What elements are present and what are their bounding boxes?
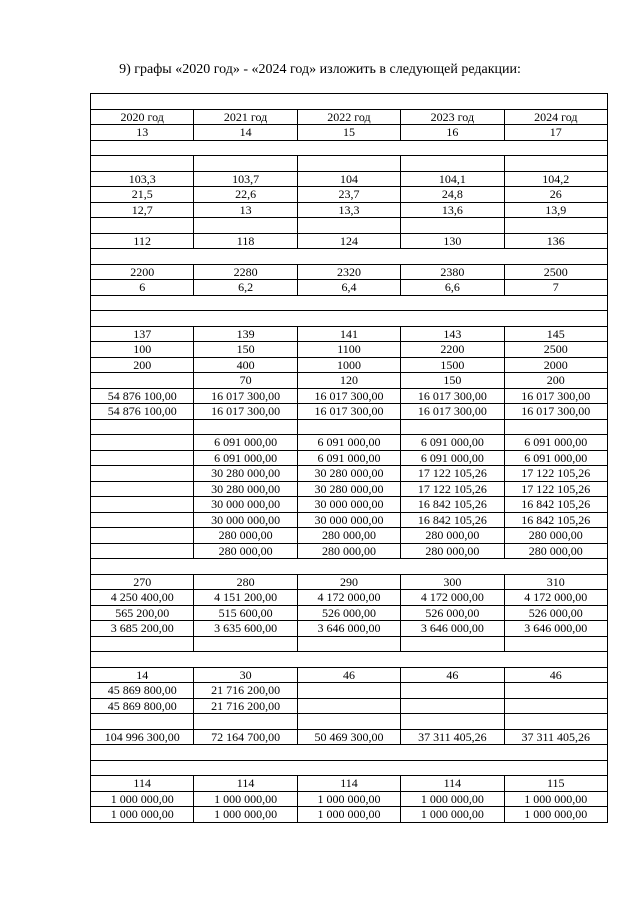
- table-row: [91, 156, 608, 172]
- table-cell: 104,1: [401, 171, 504, 187]
- table-cell: 2021 год: [194, 109, 297, 125]
- table-row: [91, 202, 608, 218]
- table-cell: 22,6: [194, 187, 297, 203]
- table-cell: [91, 419, 194, 435]
- table-row: [91, 125, 608, 141]
- table-cell: 114: [297, 776, 400, 792]
- table-cell: 1 000 000,00: [194, 807, 297, 823]
- table-row: [91, 388, 608, 404]
- table-cell: 37 311 405,26: [504, 729, 607, 745]
- table-cell: 17 122 105,26: [401, 466, 504, 482]
- table-row: [91, 450, 608, 466]
- table-cell: 137: [91, 326, 194, 342]
- table-cell: 100: [91, 342, 194, 358]
- table-row: [91, 140, 608, 156]
- table-cell: 2380: [401, 264, 504, 280]
- table-cell: 12,7: [91, 202, 194, 218]
- table-cell: 3 685 200,00: [91, 621, 194, 637]
- table-cell-merged: [91, 745, 608, 761]
- table-cell: 150: [401, 373, 504, 389]
- table-cell: 54 876 100,00: [91, 404, 194, 420]
- table-cell: [91, 156, 194, 172]
- table-cell: 6 091 000,00: [401, 435, 504, 451]
- table-cell: 30 280 000,00: [297, 466, 400, 482]
- table-cell: [91, 636, 194, 652]
- table-row: [91, 357, 608, 373]
- table-cell: 16 017 300,00: [194, 388, 297, 404]
- table-cell: 3 635 600,00: [194, 621, 297, 637]
- table-cell: 515 600,00: [194, 605, 297, 621]
- table-cell: [91, 373, 194, 389]
- table-cell: [194, 218, 297, 234]
- table-cell: 17: [504, 125, 607, 141]
- table-cell: 6 091 000,00: [194, 435, 297, 451]
- table-row: [91, 776, 608, 792]
- table-cell: [504, 156, 607, 172]
- table-cell: 70: [194, 373, 297, 389]
- table-cell: 13,9: [504, 202, 607, 218]
- table-row: [91, 419, 608, 435]
- table-cell: 23,7: [297, 187, 400, 203]
- table-cell: 4 250 400,00: [91, 590, 194, 606]
- table-cell: 2020 год: [91, 109, 194, 125]
- table-cell: 280 000,00: [297, 543, 400, 559]
- table-row: [91, 435, 608, 451]
- table-row: [91, 481, 608, 497]
- table-cell: 200: [504, 373, 607, 389]
- table-cell: 1 000 000,00: [91, 807, 194, 823]
- table-cell: [194, 156, 297, 172]
- table-row: [91, 636, 608, 652]
- table-cell: 13,3: [297, 202, 400, 218]
- table-row: [91, 109, 608, 125]
- table-cell: [297, 683, 400, 699]
- table-row: [91, 404, 608, 420]
- table-cell: [401, 156, 504, 172]
- page-heading: 9) графы «2020 год» - «2024 год» изложить в следующей редакции:: [119, 62, 521, 77]
- table-cell: 150: [194, 342, 297, 358]
- table-cell: 16 842 105,26: [401, 497, 504, 513]
- table-cell: 130: [401, 233, 504, 249]
- table-row: [91, 171, 608, 187]
- table-cell: [91, 481, 194, 497]
- table-cell: 526 000,00: [504, 605, 607, 621]
- table-cell: 6,2: [194, 280, 297, 296]
- table-cell: 15: [297, 125, 400, 141]
- table-cell: 120: [297, 373, 400, 389]
- table-row: [91, 791, 608, 807]
- table-cell: 136: [504, 233, 607, 249]
- table-cell-merged: [91, 559, 608, 575]
- table-cell: 114: [194, 776, 297, 792]
- table-cell: 2500: [504, 264, 607, 280]
- table-cell: 280 000,00: [401, 528, 504, 544]
- table-cell: 2023 год: [401, 109, 504, 125]
- table-row: [91, 714, 608, 730]
- table-cell: 13,6: [401, 202, 504, 218]
- table-cell: 17 122 105,26: [504, 466, 607, 482]
- table-cell: 141: [297, 326, 400, 342]
- table-cell: [504, 698, 607, 714]
- table-cell: 45 869 800,00: [91, 683, 194, 699]
- table-cell: 45 869 800,00: [91, 698, 194, 714]
- table-cell: 13: [91, 125, 194, 141]
- table-cell: 16 017 300,00: [504, 388, 607, 404]
- table-row: [91, 807, 608, 823]
- table-cell: 54 876 100,00: [91, 388, 194, 404]
- table-cell: 118: [194, 233, 297, 249]
- table-cell: 14: [91, 667, 194, 683]
- table-cell: 21 716 200,00: [194, 683, 297, 699]
- table-row: [91, 264, 608, 280]
- table-cell: [91, 528, 194, 544]
- table-cell: 290: [297, 574, 400, 590]
- table-cell: 26: [504, 187, 607, 203]
- table-cell: 24,8: [401, 187, 504, 203]
- table-cell: [401, 714, 504, 730]
- table-cell: 103,3: [91, 171, 194, 187]
- table-cell: [297, 218, 400, 234]
- table-cell: 16: [401, 125, 504, 141]
- table-row: [91, 187, 608, 203]
- table-cell: 1 000 000,00: [297, 791, 400, 807]
- table-cell: [504, 683, 607, 699]
- table-row: [91, 729, 608, 745]
- table-cell: 280 000,00: [504, 528, 607, 544]
- table-cell: [401, 419, 504, 435]
- table-cell: 4 151 200,00: [194, 590, 297, 606]
- table-cell: 46: [401, 667, 504, 683]
- table-cell: [401, 698, 504, 714]
- table-cell: [504, 636, 607, 652]
- table-row: [91, 559, 608, 575]
- table-cell: 17 122 105,26: [504, 481, 607, 497]
- table-cell: 3 646 000,00: [297, 621, 400, 637]
- table-cell: 2024 год: [504, 109, 607, 125]
- table-cell: 280 000,00: [194, 543, 297, 559]
- table-row: [91, 745, 608, 761]
- table-row: [91, 466, 608, 482]
- table-row: [91, 543, 608, 559]
- table-row: [91, 311, 608, 327]
- table-cell: 1 000 000,00: [504, 807, 607, 823]
- table-cell: 526 000,00: [297, 605, 400, 621]
- table-cell: [91, 512, 194, 528]
- table-cell: [91, 218, 194, 234]
- table-cell: 72 164 700,00: [194, 729, 297, 745]
- table-row: [91, 497, 608, 513]
- table-cell: 400: [194, 357, 297, 373]
- table-row: [91, 94, 608, 110]
- table-cell: 7: [504, 280, 607, 296]
- table-cell: 1 000 000,00: [504, 791, 607, 807]
- table-cell: 4 172 000,00: [297, 590, 400, 606]
- table-cell: [297, 698, 400, 714]
- table-row: [91, 528, 608, 544]
- table-cell: 280 000,00: [401, 543, 504, 559]
- table-cell: [91, 714, 194, 730]
- table-cell: 30 000 000,00: [194, 497, 297, 513]
- table-cell: 16 842 105,26: [401, 512, 504, 528]
- table-cell: [194, 636, 297, 652]
- table-cell: 6 091 000,00: [194, 450, 297, 466]
- table-cell: 6 091 000,00: [504, 435, 607, 451]
- table-cell: 114: [401, 776, 504, 792]
- table-cell: 1100: [297, 342, 400, 358]
- table-row: [91, 280, 608, 296]
- table-cell: 1 000 000,00: [194, 791, 297, 807]
- table-cell: 16 017 300,00: [504, 404, 607, 420]
- table-cell: [504, 218, 607, 234]
- table-row: [91, 373, 608, 389]
- table-cell: [91, 450, 194, 466]
- table-cell: 270: [91, 574, 194, 590]
- table-cell-merged: [91, 652, 608, 668]
- table-cell: 526 000,00: [401, 605, 504, 621]
- table-cell: 30 280 000,00: [297, 481, 400, 497]
- table-row: [91, 605, 608, 621]
- table-cell: 104 996 300,00: [91, 729, 194, 745]
- table-row: [91, 621, 608, 637]
- table-row: [91, 683, 608, 699]
- table-cell: 30 000 000,00: [297, 497, 400, 513]
- table-cell: 2200: [91, 264, 194, 280]
- table-cell: 3 646 000,00: [401, 621, 504, 637]
- table-cell: 37 311 405,26: [401, 729, 504, 745]
- table-cell: 6 091 000,00: [504, 450, 607, 466]
- table-cell: 280 000,00: [504, 543, 607, 559]
- table-cell: 16 017 300,00: [401, 404, 504, 420]
- table-cell: 280: [194, 574, 297, 590]
- table-cell: 6 091 000,00: [401, 450, 504, 466]
- table-cell: 16 017 300,00: [297, 404, 400, 420]
- table-row: [91, 295, 608, 311]
- table-cell-merged: [91, 94, 608, 110]
- table-cell: 46: [297, 667, 400, 683]
- table-cell: [401, 636, 504, 652]
- table-row: [91, 326, 608, 342]
- table-cell: 1 000 000,00: [401, 807, 504, 823]
- table-cell: [194, 419, 297, 435]
- table-cell: [91, 466, 194, 482]
- table-cell: 6 091 000,00: [297, 435, 400, 451]
- table-cell: 6,4: [297, 280, 400, 296]
- table-cell: 6,6: [401, 280, 504, 296]
- table-cell: 17 122 105,26: [401, 481, 504, 497]
- table-cell: [401, 683, 504, 699]
- table-cell: 16 017 300,00: [401, 388, 504, 404]
- table-row: [91, 512, 608, 528]
- table-cell: 2500: [504, 342, 607, 358]
- table-row: [91, 698, 608, 714]
- table-cell: 104,2: [504, 171, 607, 187]
- table-cell: 1000: [297, 357, 400, 373]
- table-cell-merged: [91, 140, 608, 156]
- table-cell: 4 172 000,00: [504, 590, 607, 606]
- table-cell: [401, 218, 504, 234]
- table-cell: 124: [297, 233, 400, 249]
- table-cell: 112: [91, 233, 194, 249]
- table-cell: 114: [91, 776, 194, 792]
- table-cell: 139: [194, 326, 297, 342]
- table-cell: 565 200,00: [91, 605, 194, 621]
- table-cell: [297, 419, 400, 435]
- table-row: [91, 233, 608, 249]
- table-cell-merged: [91, 760, 608, 776]
- table-cell: 2000: [504, 357, 607, 373]
- table-cell: [297, 714, 400, 730]
- table-cell: 46: [504, 667, 607, 683]
- table-cell: 6: [91, 280, 194, 296]
- table-cell: 4 172 000,00: [401, 590, 504, 606]
- table-cell: [194, 714, 297, 730]
- table-cell: 16 842 105,26: [504, 497, 607, 513]
- table-cell: 280 000,00: [297, 528, 400, 544]
- table-row: [91, 218, 608, 234]
- table-cell: 16 017 300,00: [194, 404, 297, 420]
- table-cell: 103,7: [194, 171, 297, 187]
- table-cell: 1 000 000,00: [297, 807, 400, 823]
- table-cell-merged: [91, 249, 608, 265]
- table-row: [91, 652, 608, 668]
- table-cell: 30 000 000,00: [194, 512, 297, 528]
- table-row: [91, 342, 608, 358]
- table-cell: 2320: [297, 264, 400, 280]
- table-row: [91, 574, 608, 590]
- table-cell: 3 646 000,00: [504, 621, 607, 637]
- table-cell: 16 017 300,00: [297, 388, 400, 404]
- table-cell: 21,5: [91, 187, 194, 203]
- table-cell: [297, 156, 400, 172]
- table-cell: 6 091 000,00: [297, 450, 400, 466]
- table-cell: 30: [194, 667, 297, 683]
- table-cell: 16 842 105,26: [504, 512, 607, 528]
- data-table-body: [91, 94, 608, 823]
- table-cell: 200: [91, 357, 194, 373]
- table-cell: 104: [297, 171, 400, 187]
- table-cell: 1 000 000,00: [401, 791, 504, 807]
- table-cell: 13: [194, 202, 297, 218]
- table-cell: 145: [504, 326, 607, 342]
- table-cell: 310: [504, 574, 607, 590]
- table-cell: [91, 435, 194, 451]
- table-cell: 30 280 000,00: [194, 481, 297, 497]
- data-table: [90, 93, 608, 823]
- table-cell: 1500: [401, 357, 504, 373]
- table-cell: 2022 год: [297, 109, 400, 125]
- table-cell-merged: [91, 311, 608, 327]
- table-cell: [297, 636, 400, 652]
- table-cell: 30 280 000,00: [194, 466, 297, 482]
- table-cell: 2280: [194, 264, 297, 280]
- table-cell: 115: [504, 776, 607, 792]
- table-row: [91, 667, 608, 683]
- table-cell-merged: [91, 295, 608, 311]
- table-cell: 50 469 300,00: [297, 729, 400, 745]
- table-cell: 14: [194, 125, 297, 141]
- table-cell: 2200: [401, 342, 504, 358]
- table-cell: 21 716 200,00: [194, 698, 297, 714]
- table-cell: 280 000,00: [194, 528, 297, 544]
- table-cell: [91, 497, 194, 513]
- table-row: [91, 590, 608, 606]
- table-cell: 143: [401, 326, 504, 342]
- table-cell: [91, 543, 194, 559]
- table-row: [91, 760, 608, 776]
- table-cell: [504, 714, 607, 730]
- table-cell: 1 000 000,00: [91, 791, 194, 807]
- table-cell: [504, 419, 607, 435]
- table-cell: 30 000 000,00: [297, 512, 400, 528]
- table-cell: 300: [401, 574, 504, 590]
- table-row: [91, 249, 608, 265]
